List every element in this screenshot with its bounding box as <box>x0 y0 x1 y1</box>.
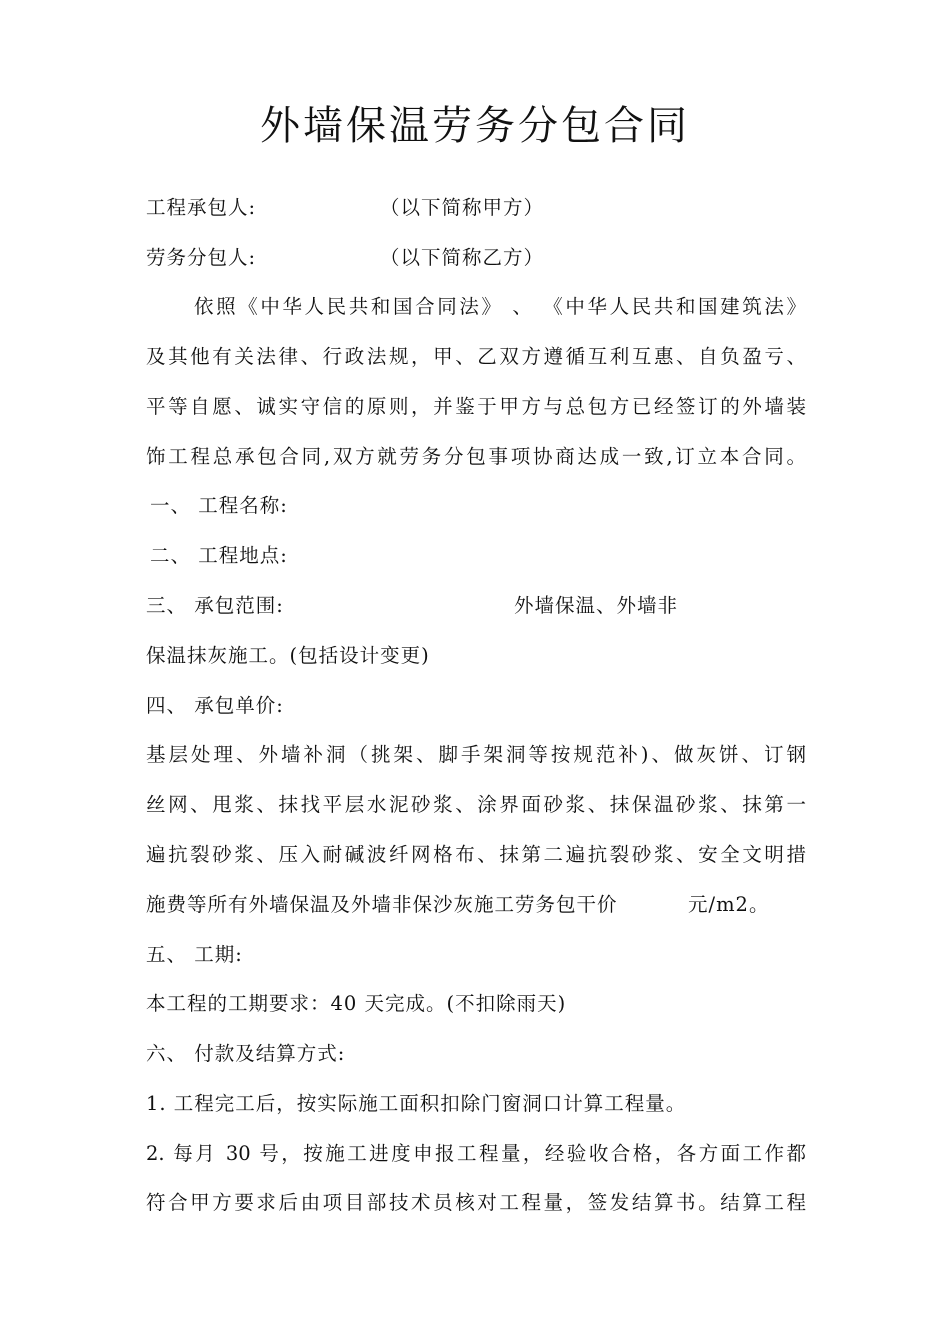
section-scope-continued: 保温抹灰施工。(包括设计变更) <box>146 644 430 667</box>
payment-item-2: 符合甲方要求后由项目部技术员核对工程量，签发结算书。结算工程 <box>146 1191 806 1214</box>
party-a-note: （以下简称甲方） <box>380 196 545 219</box>
unit-price-line: 遍抗裂砂浆、压入耐碱波纤网格布、抹第二遍抗裂砂浆、安全文明措 <box>146 843 806 866</box>
preamble-line: 依照《中华人民共和国合同法》 、 《中华人民共和国建筑法》 <box>194 295 806 318</box>
preamble-line: 及其他有关法律、行政法规，甲、乙双方遵循互利互惠、自负盈亏、 <box>146 345 806 368</box>
schedule-text: 本工程的工期要求：40 天完成。(不扣除雨天) <box>146 992 567 1015</box>
document-title: 外墙保温劳务分包合同 <box>260 103 690 149</box>
preamble-line: 平等自愿、诚实守信的原则，并鉴于甲方与总包方已经签订的外墙装 <box>146 395 806 418</box>
section-project-location: 二、 工程地点: <box>150 544 288 567</box>
unit-price-line: 基层处理、外墙补洞（挑架、脚手架洞等按规范补)、做灰饼、订钢 <box>146 743 806 766</box>
payment-item-2: 2. 每月 30 号，按施工进度申报工程量，经验收合格，各方面工作都 <box>146 1142 806 1165</box>
unit-price-unit: 元/m2。 <box>688 893 770 916</box>
preamble-line: 饰工程总承包合同,双方就劳务分包事项协商达成一致,订立本合同。 <box>146 445 806 468</box>
party-b-label: 劳务分包人: <box>146 246 257 269</box>
party-a-label: 工程承包人: <box>146 196 257 219</box>
unit-price-line: 丝网、甩浆、抹找平层水泥砂浆、涂界面砂浆、抹保温砂浆、抹第一 <box>146 793 806 816</box>
section-unit-price: 四、 承包单价: <box>146 694 284 717</box>
section-schedule: 五、 工期: <box>146 943 243 966</box>
section-scope-value: 外墙保温、外墙非 <box>514 594 679 617</box>
section-scope-label: 三、 承包范围: <box>146 594 284 617</box>
section-project-name: 一、 工程名称: <box>150 494 288 517</box>
section-payment: 六、 付款及结算方式: <box>146 1042 346 1065</box>
payment-item-1: 1. 工程完工后，按实际施工面积扣除门窗洞口计算工程量。 <box>146 1092 687 1115</box>
party-b-note: （以下简称乙方） <box>380 246 545 269</box>
unit-price-line: 施费等所有外墙保温及外墙非保沙灰施工劳务包干价 <box>146 893 618 916</box>
